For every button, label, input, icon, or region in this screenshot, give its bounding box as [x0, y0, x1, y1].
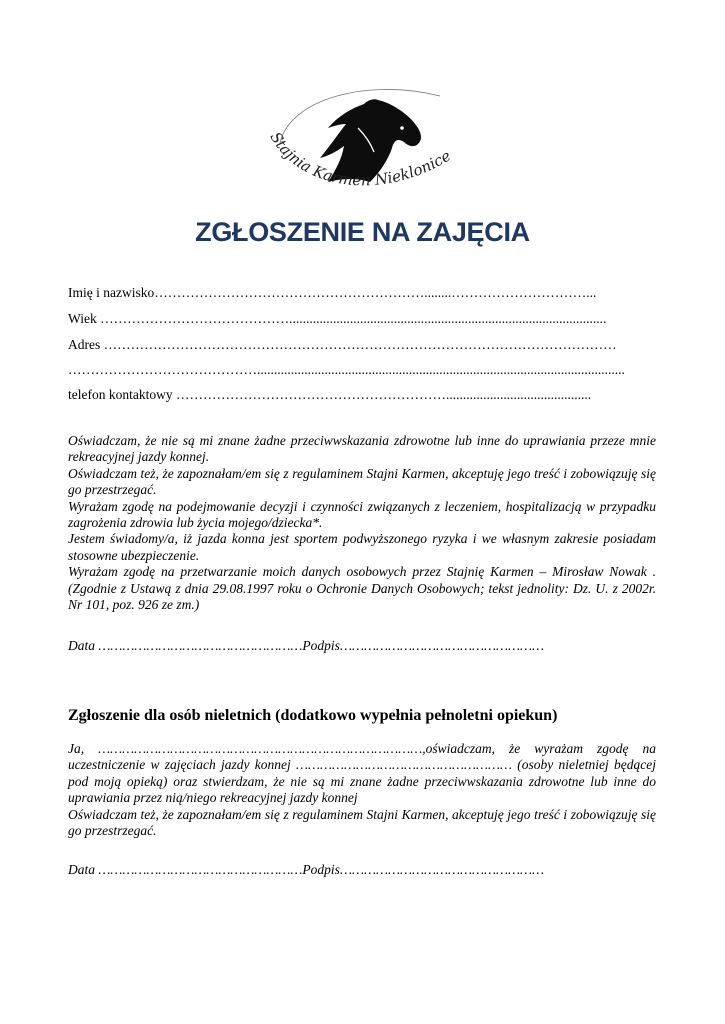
page-title: ZGŁOSZENIE NA ZAJĘCIA	[195, 217, 530, 247]
minors-declarations	[68, 741, 656, 839]
age-label: Wiek	[68, 311, 97, 326]
declaration-risk: Jestem świadomy/a, iż jazda konna jest sportem podwyższonego ryzyka i we własnym zakresie posiadam stosowne ubezpieczenie.	[68, 531, 656, 563]
address-2-input-line[interactable]: …………………………………….............................................................................................................	[68, 362, 625, 377]
declaration-medical: Wyrażam zgodę na podejmowanie decyzji i czynności związanych z leczeniem, hospitalizacją w przypadku zagrożenia zdrowia lub życia mojego/dziecka*.	[68, 498, 656, 531]
age-input-line[interactable]: ……………………………………..............................................................................................	[96, 311, 607, 326]
address-input-line[interactable]: ……………………………………………………………………………………………………	[100, 337, 617, 352]
minors-heading: Zgłoszenie dla osób nieletnich (dodatkowo wypełnia pełnoletni opiekun)	[68, 707, 558, 724]
minors-signature-line[interactable]: Data ……………………………………………Podpis……………………………………………	[68, 862, 545, 877]
address-field-2[interactable]	[68, 362, 658, 378]
declaration-rules: Oświadczam też, że zapoznałam/em się z regulaminem Stajni Karmen, akceptuję jego treść i zobowiązuję się go przestrzegać.	[68, 465, 656, 498]
signature-line[interactable]: Data ……………………………………………Podpis……………………………………………	[68, 638, 545, 653]
name-label: Imię i nazwisko	[68, 285, 155, 300]
name-field[interactable]	[68, 285, 658, 301]
declaration-data: Wyrażam zgodę na przetwarzanie moich danych osobowych przez Stajnię Karmen – Mirosław Nowak .(Zgodnie z Ustawą z dnia 29.08.1997 roku o Ochronie Danych Osobowych; tekst jednolity: Dz. U. z 2002r. Nr 101, poz. 926 ze zm.)	[68, 564, 656, 613]
address-label: Adres	[68, 337, 101, 352]
address-field[interactable]	[68, 337, 658, 353]
minors-consent: Ja, ………………………………………………………………………,oświadczam, że wyrażam zgodę na uczestniczenie w zajęciach jazdy konnej ……………………………………………… (osoby nieletniej będącej pod moją opieką) oraz stwierdzam, że nie są mi znane żadne przeciwwskazania zdrowotne lub inne do uprawiania przez nią/niego rekreacyjnej jazdy konnej	[68, 741, 656, 806]
phone-field[interactable]	[68, 387, 658, 403]
declaration-health: Oświadczam, że nie są mi znane żadne przeciwwskazania zdrowotne lub inne do uprawiania przeze mnie rekreacyjnej jazdy konnej.	[68, 433, 656, 465]
phone-label: telefon kontaktowy	[68, 387, 173, 402]
minors-rules: Oświadczam też, że zapoznałam/em się z regulaminem Stajni Karmen, akceptuję jego treść i zobowiązuję się go przestrzegać.	[68, 806, 656, 839]
declarations	[68, 433, 656, 613]
phone-input-line[interactable]: ……………………………………………………...........................................	[172, 387, 592, 402]
name-input-line[interactable]: ……………………………………………………........…………………………...	[154, 285, 597, 300]
age-field[interactable]	[68, 311, 658, 327]
logo	[240, 78, 470, 208]
logo-text: Stajnia Karmen Nieklonice	[266, 128, 454, 190]
